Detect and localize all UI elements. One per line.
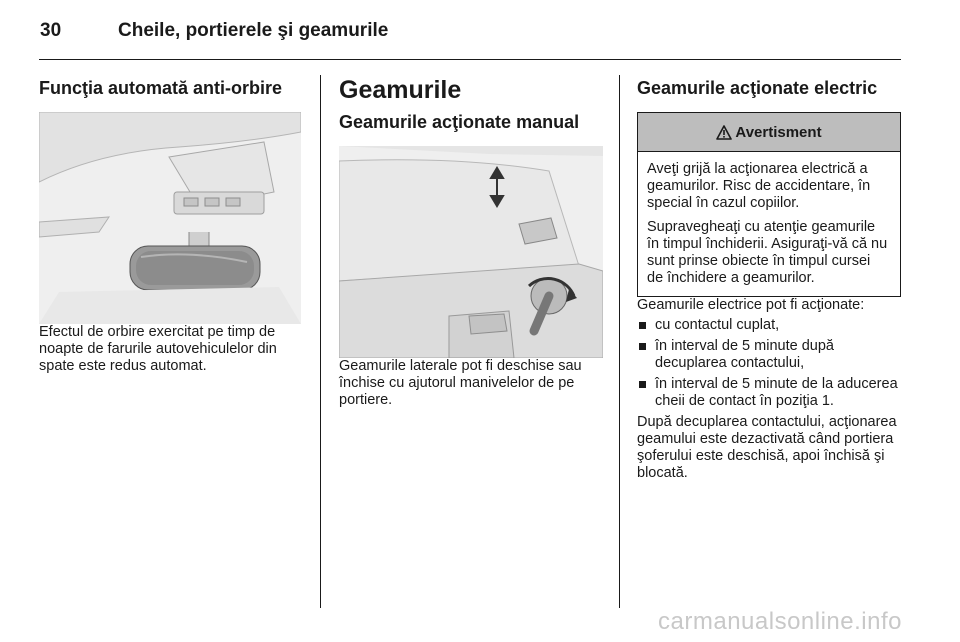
column-windows	[339, 76, 603, 409]
list-item	[637, 338, 901, 372]
anti-glare-description: Efectul de orbire exercitat pe timp de noapte de farurile autovehiculelor din spate este redus automat.	[39, 324, 277, 374]
section-title-power-windows: Geamurile acţionate electric	[637, 78, 878, 98]
manual-windows-description: Geamurile laterale pot fi deschise sau închise cu ajutorul manivelelor de pe portiere.	[339, 358, 582, 408]
subheading-manual-windows: Geamurile acţionate manual	[339, 112, 580, 132]
conditions-list	[637, 317, 901, 410]
column-power-windows	[637, 76, 901, 482]
bullet-square-icon	[639, 343, 646, 350]
window-crank-illustration	[339, 146, 603, 358]
section-title-anti-glare: Funcţia automată anti-orbire	[39, 78, 283, 98]
list-item-text: în interval de 5 minute de la aducerea cheii de contact în poziţia 1.	[655, 376, 898, 409]
warning-body	[638, 152, 900, 296]
column-divider	[320, 75, 321, 608]
list-item	[637, 376, 901, 410]
warning-box	[637, 112, 901, 297]
list-item-text: cu contactul cuplat,	[655, 317, 780, 333]
list-item-text: în interval de 5 minute după decuplarea contactului,	[655, 338, 834, 371]
bullet-square-icon	[639, 322, 646, 329]
page-number: 30	[40, 20, 62, 41]
bullet-square-icon	[639, 381, 646, 388]
header-rule	[39, 59, 901, 60]
warning-triangle-icon	[716, 125, 732, 140]
rearview-mirror-illustration	[39, 112, 301, 324]
section-heading-windows: Geamurile	[339, 76, 462, 104]
list-item	[637, 317, 901, 334]
warning-label: Avertisment	[735, 123, 822, 141]
warning-text-2: Supravegheaţi cu atenţie geamurile în timpul închiderii. Asiguraţi-vă că nu sunt prinse obiecte în timpul cursei de închidere a geamurilor.	[647, 219, 888, 286]
column-divider	[619, 75, 620, 608]
warning-header	[638, 113, 900, 152]
power-windows-deactivation: După decuplarea contactului, acţionarea geamului este dezactivată când portiera şoferului este deschisă, apoi închisă şi blocată.	[637, 414, 897, 481]
rearview-mirror-drawing	[39, 112, 301, 324]
watermark: carmanualsonline.info	[658, 608, 902, 635]
window-crank-drawing	[339, 146, 603, 358]
warning-text-1: Aveţi grijă la acţionarea electrică a geamurilor. Risc de accidentare, în special în cazul copiilor.	[647, 161, 871, 211]
column-anti-glare	[39, 76, 301, 375]
power-windows-intro: Geamurile electrice pot fi acţionate:	[637, 297, 865, 313]
chapter-title: Cheile, portierele şi geamurile	[118, 20, 389, 41]
